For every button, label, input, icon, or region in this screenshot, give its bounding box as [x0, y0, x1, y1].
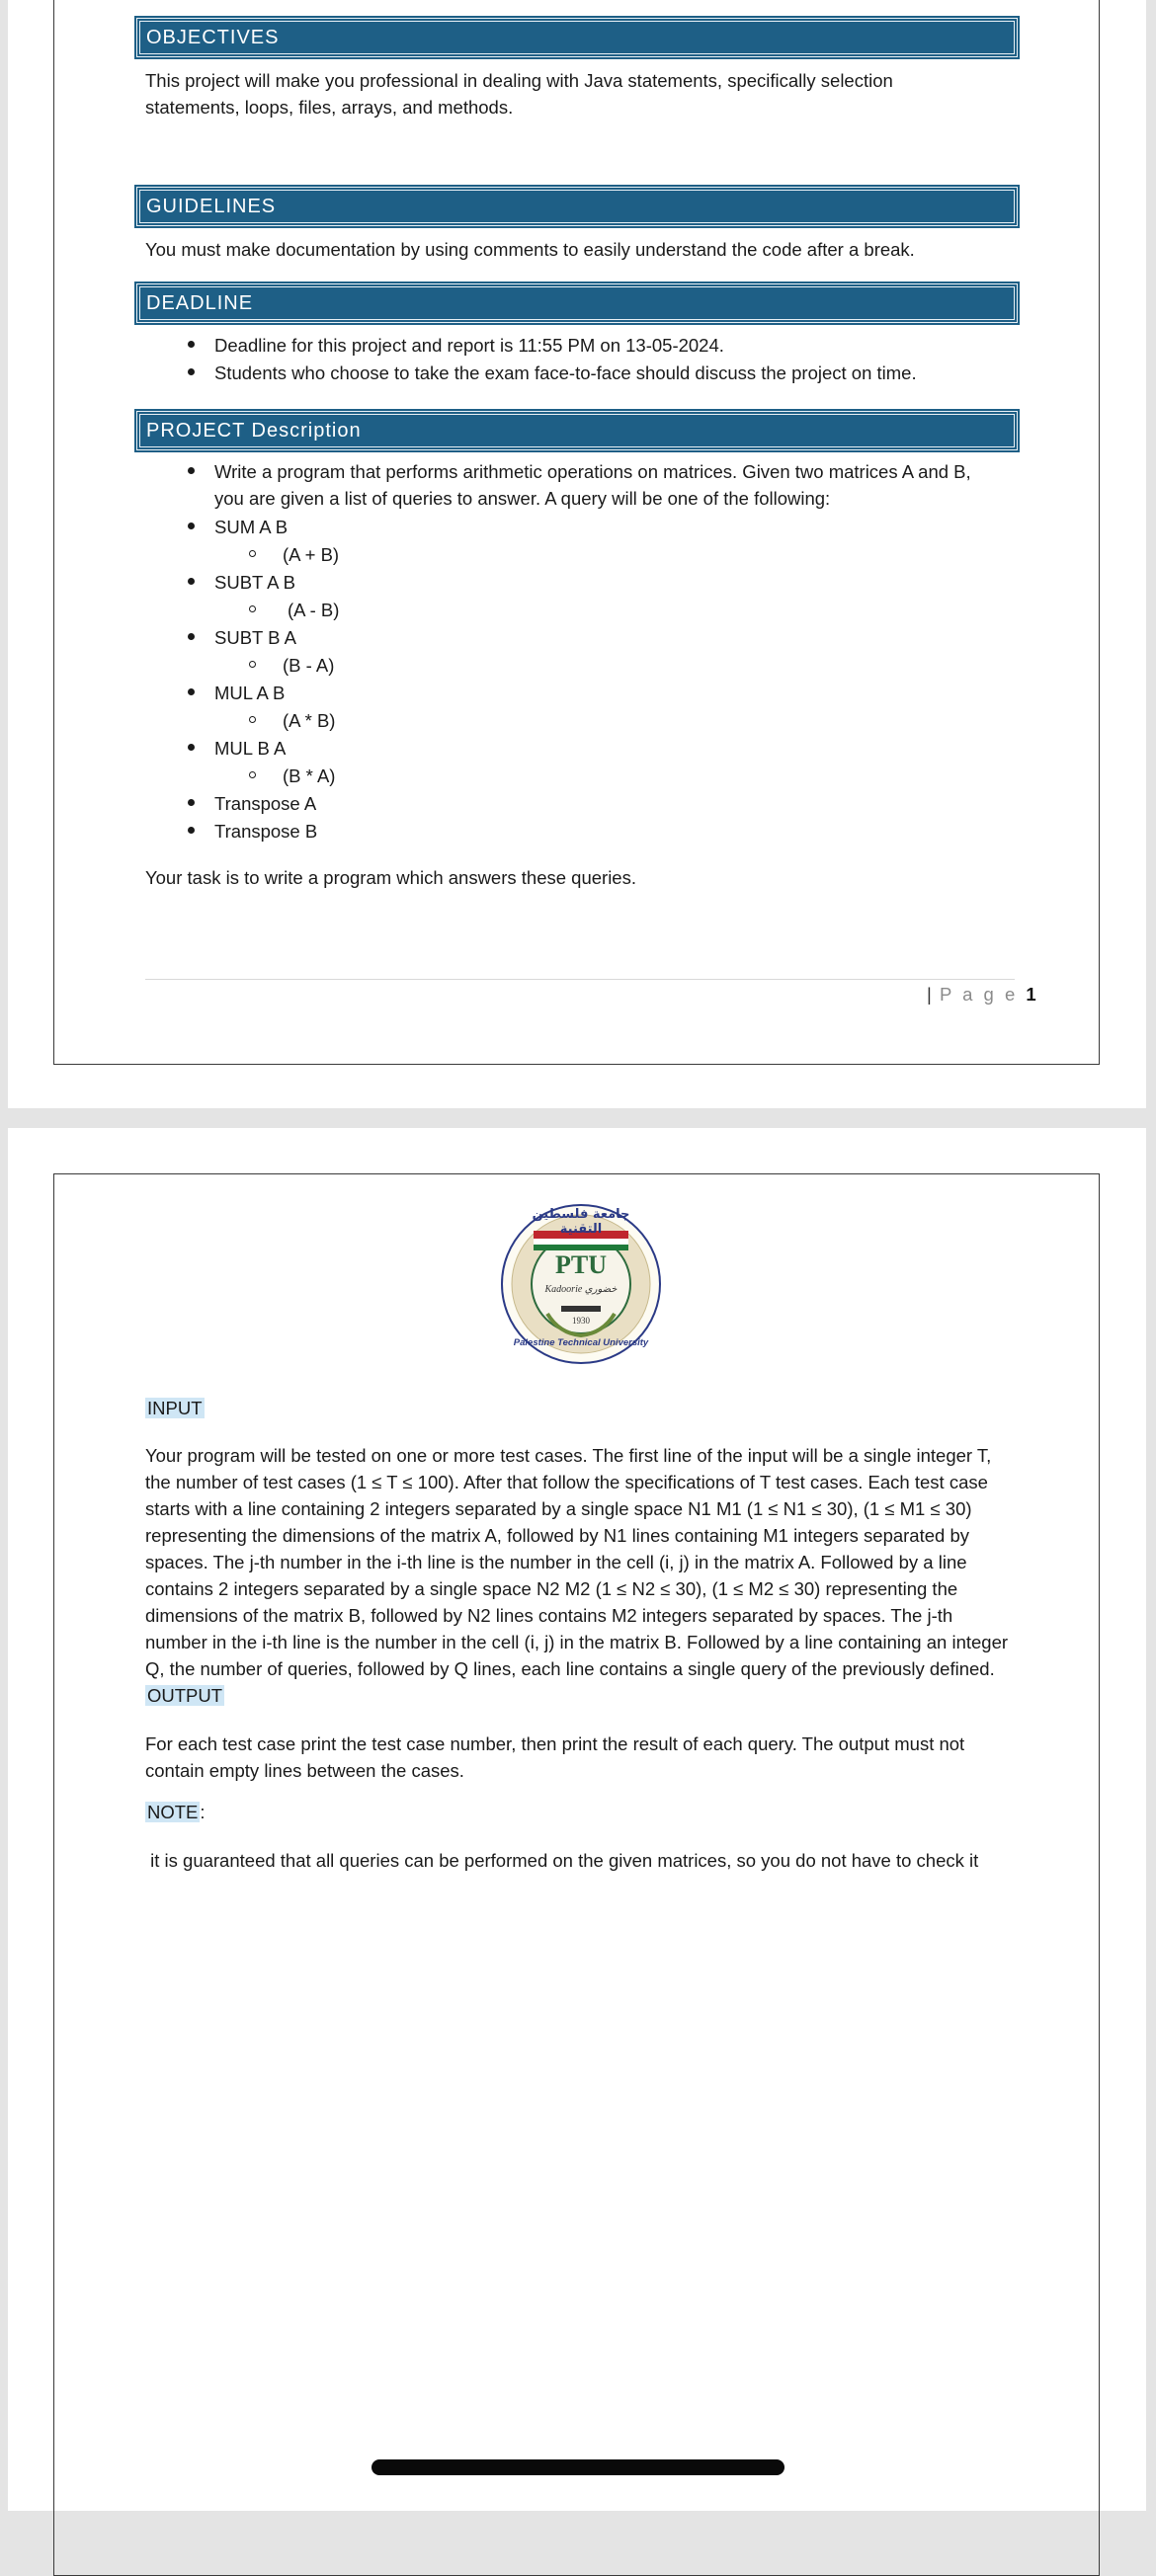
bullet-icon	[188, 578, 195, 585]
objectives-line-1: This project will make you professional in dealing with Java statements, specifically selection	[145, 70, 893, 91]
query-detail: (A - B)	[288, 600, 340, 620]
deadline-heading: DEADLINE	[136, 283, 1018, 323]
output-text	[145, 1731, 1015, 1784]
logo-subtitle: Kadoorie خضوري	[544, 1284, 618, 1295]
document-page-1	[8, 0, 1146, 1108]
query-item: MUL B A	[214, 738, 287, 759]
input-line: dimensions of the matrix B, followed by N2 lines contains M2 integers separated by spaces. The j-th	[145, 1605, 953, 1626]
query-detail: (A + B)	[283, 544, 340, 565]
sub-bullet-icon	[249, 661, 256, 668]
objectives-text	[145, 67, 1015, 121]
bullet-icon	[188, 467, 195, 474]
page-label: P a g e	[939, 984, 1019, 1005]
input-line: contains 2 integers separated by a single space N2 M2 (1 ≤ N2 ≤ 30), (1 ≤ M2 ≤ 30) representing the	[145, 1578, 958, 1599]
input-line: the number of test cases (1 ≤ T ≤ 100). After that follow the specifications of T test cases. Each test case	[145, 1472, 988, 1492]
query-item: Transpose A	[214, 793, 317, 814]
query-detail: (B - A)	[283, 655, 335, 676]
objectives-line-2: statements, loops, files, arrays, and methods.	[145, 97, 514, 118]
input-heading-label: INPUT	[147, 1398, 203, 1418]
input-line: starts with a line containing 2 integers separated by a single space N1 M1 (1 ≤ N1 ≤ 30), (1 ≤ M1 ≤ 30)	[145, 1498, 972, 1519]
query-detail: (A * B)	[283, 710, 336, 731]
guidelines-heading: GUIDELINES	[136, 187, 1018, 226]
query-item: MUL A B	[214, 683, 286, 703]
sub-bullet-icon	[249, 605, 256, 612]
page-number: | P a g e 1	[927, 984, 1039, 1005]
guidelines-text: You must make documentation by using comments to easily understand the code after a break.	[145, 239, 915, 260]
query-item: SUBT B A	[214, 627, 296, 648]
bullet-icon	[188, 341, 195, 348]
objectives-heading: OBJECTIVES	[136, 18, 1018, 57]
footer-divider	[145, 979, 1015, 980]
project-description-heading: PROJECT Description	[136, 411, 1018, 450]
document-page-2	[8, 1128, 1146, 2511]
input-text	[145, 1442, 1015, 1682]
input-line: Your program will be tested on one or more test cases. The first line of the input will be a single integer T,	[145, 1445, 992, 1466]
input-line: Q, the number of queries, followed by Q lines, each line contains a single query of the previously defined.	[145, 1658, 995, 1679]
university-logo	[500, 1203, 662, 1365]
query-item: SUM A B	[214, 517, 289, 537]
description-intro-line-1: Write a program that performs arithmetic operations on matrices. Given two matrices A and B,	[214, 461, 971, 482]
page-border	[53, 1173, 1100, 2576]
bullet-icon	[188, 368, 195, 375]
input-line: representing the dimensions of the matrix A, followed by N1 lines containing M1 integers separated by	[145, 1525, 969, 1546]
output-heading	[145, 1682, 1015, 1709]
query-item: Transpose B	[214, 821, 318, 842]
bullet-icon	[188, 633, 195, 640]
output-line-2: contain empty lines between the cases.	[145, 1760, 464, 1781]
description-intro-line-2: you are given a list of queries to answer. A query will be one of the following:	[214, 488, 831, 509]
input-heading	[145, 1395, 1015, 1421]
logo-english-text: Palestine Technical University	[513, 1337, 649, 1348]
sub-bullet-icon	[249, 550, 256, 557]
bullet-icon	[188, 688, 195, 695]
note-heading-label: NOTE	[147, 1802, 199, 1822]
input-line: number in the i-th line is the number in the cell (i, j) in the matrix B. Followed by a line containing an integer	[145, 1632, 1009, 1652]
query-item: SUBT A B	[214, 572, 295, 593]
input-line: spaces. The j-th number in the i-th line is the number in the cell (i, j) in the matrix A. Followed by a line	[145, 1552, 967, 1572]
output-heading-label: OUTPUT	[147, 1685, 223, 1706]
page-number-value: 1	[1026, 984, 1039, 1005]
task-text: Your task is to write a program which answers these queries.	[145, 867, 636, 888]
note-heading	[145, 1799, 1015, 1825]
home-indicator-bar[interactable]	[372, 2459, 784, 2475]
bullet-icon	[188, 799, 195, 806]
note-text: it is guaranteed that all queries can be performed on the given matrices, so you do not have to check it	[145, 1850, 979, 1871]
bullet-icon	[188, 523, 195, 529]
output-line-1: For each test case print the test case number, then print the result of each query. The output must not	[145, 1733, 965, 1754]
logo-arabic-text: جامعة فلسطين التقنية	[532, 1207, 630, 1237]
deadline-item: Deadline for this project and report is 11:55 PM on 13-05-2024.	[214, 335, 724, 356]
deadline-item: Students who choose to take the exam face-to-face should discuss the project on time.	[214, 362, 917, 383]
query-detail: (B * A)	[283, 765, 336, 786]
note-colon: :	[200, 1802, 206, 1822]
logo-year: 1930	[572, 1316, 590, 1326]
page-border	[53, 0, 1100, 1065]
logo-abbreviation: PTU	[555, 1250, 607, 1279]
sub-bullet-icon	[249, 771, 256, 778]
bullet-icon	[188, 827, 195, 834]
bullet-icon	[188, 744, 195, 751]
sub-bullet-icon	[249, 716, 256, 723]
